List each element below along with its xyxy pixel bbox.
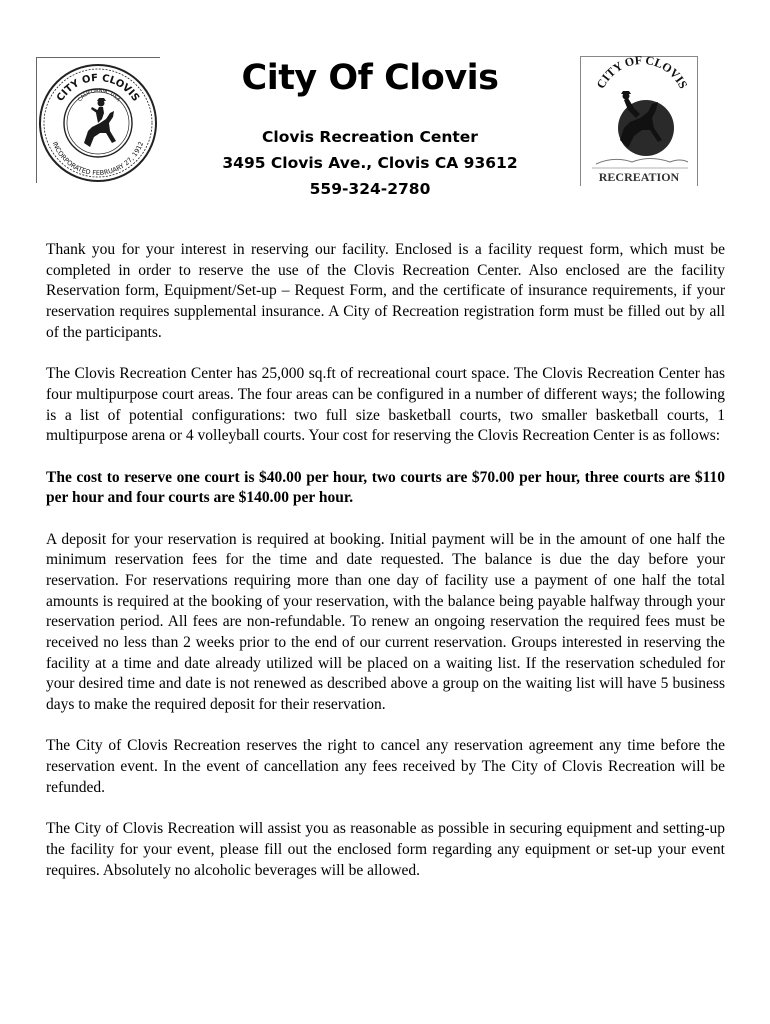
paragraph-pricing: The cost to reserve one court is $40.00 per hour, two courts are $70.00 per hour, three courts are $110 per hour and four courts are $140.00 per hour. bbox=[46, 468, 725, 507]
svg-text:CITY OF CLOVIS bbox=[594, 56, 691, 91]
seal-bottom-text: INCORPORATED FEBRUARY 27, 1912 bbox=[50, 140, 146, 178]
paragraph-cancellation: The City of Clovis Recreation reserves the right to cancel any reservation agreement any time before the reservation event. In the event of cancellation any fees received by The City of Clovis Recreation will be refunded. bbox=[46, 737, 725, 796]
paragraph-deposit: A deposit for your reservation is required at booking. Initial payment will be in the amount of one half the minimum reservation fees for the time and date requested. The balance is due the day before your reservation. For reservations requiring more than one day of facility use a payment of one half the total amounts is required at the booking of your reservation, with the balance being payable halfway through your reservation period. All fees are non-refundable. To renew an ongoing reservation the required fees must be received no less than 2 weeks prior to the end of our current reservation. Groups interested in reserving the facility at a time and date already utilized will be placed on a waiting list. If the reservation scheduled for your desired time and date is not renewed as described above a group on the waiting list will have 5 business days to make the required deposit for their reservation. bbox=[46, 530, 725, 714]
logo-arc-text: CITY OF CLOVIS bbox=[593, 56, 691, 91]
center-name: Clovis Recreation Center bbox=[262, 128, 478, 146]
page-title: City Of Clovis bbox=[241, 58, 499, 98]
paragraph-equipment: The City of Clovis Recreation will assist you as reasonable as possible in securing equipment and setting-up the facility for your event, please fill out the enclosed form regarding any equipment or set-up your event requires. Absolutely no alcoholic beverages will be allowed. bbox=[46, 820, 725, 879]
letterhead bbox=[170, 52, 570, 202]
recreation-logo bbox=[580, 56, 698, 186]
paragraph-intro: Thank you for your interest in reserving our facility. Enclosed is a facility request form, which must be completed in order to reserve the use of the Clovis Recreation Center. Also enclosed are the facility Reservation form, Equipment/Set-up – Request Form, and the certificate of insurance requirements, if your reservation requires supplemental insurance. A City of Recreation registration form must be filled out by all of the participants. bbox=[46, 241, 725, 341]
phone-number: 559-324-2780 bbox=[309, 180, 431, 198]
paragraph-facility: The Clovis Recreation Center has 25,000 sq.ft of recreational court space. The Clovis Recreation Center has four multipurpose court areas. The four areas can be configured in a number of different ways; the following is a list of potential configurations: two full size basketball courts, two smaller basketball courts, 1 multipurpose arena or 4 volleyball courts. Your cost for reserving the Clovis Recreation Center is as follows: bbox=[46, 365, 725, 445]
seal-inner-text: CALIFORNIA, USA bbox=[77, 87, 121, 103]
letter-body bbox=[46, 240, 725, 902]
city-seal-logo bbox=[36, 57, 160, 183]
bronco-rider-icon bbox=[84, 98, 116, 147]
logo-label: RECREATION bbox=[598, 170, 680, 184]
address: 3495 Clovis Ave., Clovis CA 93612 bbox=[222, 154, 518, 172]
seal-top-text: CITY OF CLOVIS bbox=[54, 72, 142, 104]
